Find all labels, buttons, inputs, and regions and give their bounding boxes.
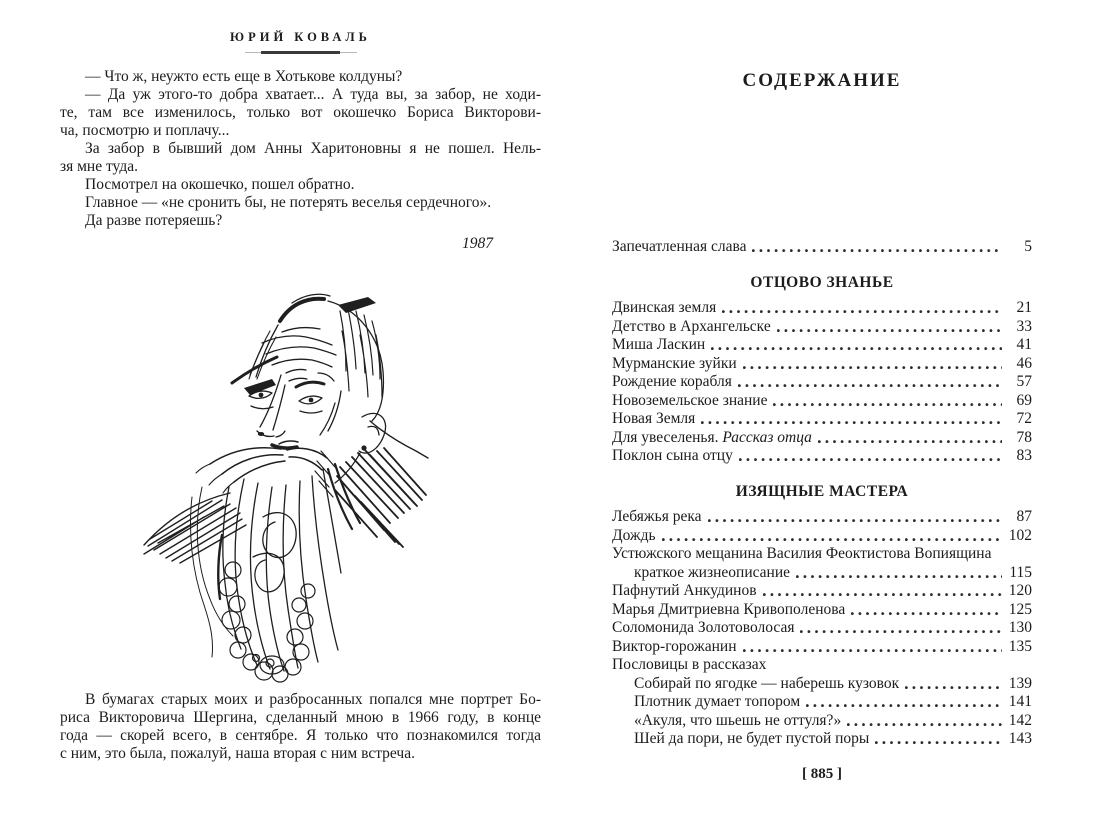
toc-section-heading: ОТЦОВО ЗНАНЬЕ bbox=[750, 273, 894, 291]
toc-page-number: 125 bbox=[1008, 600, 1032, 618]
toc-entry-label: Рождение корабля bbox=[612, 373, 732, 390]
toc-entry bbox=[612, 730, 1032, 749]
dot-leader bbox=[847, 723, 1002, 727]
toc-entry-label: краткое жизнеописание bbox=[634, 563, 791, 581]
left-page-bottom-text bbox=[60, 691, 541, 763]
toc-entry bbox=[612, 564, 1032, 583]
toc-entry-label: Двинская земля bbox=[612, 299, 717, 316]
toc-page-number: 69 bbox=[1016, 391, 1032, 409]
toc-plain-row bbox=[612, 545, 1032, 564]
text-line: с ним, это была, пожалуй, наша вторая с ним встреча. bbox=[60, 745, 415, 762]
toc-entry-label: Детство в Архангельске bbox=[612, 317, 771, 335]
toc-entry-label: Дождь bbox=[612, 526, 656, 544]
toc-entry-label: Марья Дмитриевна Кривополенова bbox=[612, 600, 846, 618]
dot-leader bbox=[739, 458, 1002, 462]
toc-entry bbox=[612, 527, 1032, 546]
folio-page-number: [ 885 ] bbox=[802, 766, 842, 782]
right-shoulder-hatching bbox=[315, 421, 428, 547]
toc-page-number: 72 bbox=[1016, 410, 1032, 427]
text-line: те, там все изменилось, только вот окошечко Бориса Викторови- bbox=[60, 104, 541, 121]
ear bbox=[335, 413, 386, 483]
toc-entry bbox=[612, 675, 1032, 694]
left-shoulder-hatching bbox=[144, 493, 246, 563]
dot-leader bbox=[875, 741, 1002, 745]
toc-page-number: 46 bbox=[1016, 354, 1032, 372]
left-page-text bbox=[60, 68, 541, 230]
text-line: За забор в бывший дом Анны Харитоновны я не пошел. Нель- bbox=[85, 140, 541, 157]
toc-section-heading: ИЗЯЩНЫЕ МАСТЕРА bbox=[735, 482, 909, 500]
toc-page-number: 21 bbox=[1016, 299, 1032, 316]
text-line: В бумагах старых моих и разбросанных попался мне портрет Бо- bbox=[85, 691, 541, 708]
text-line: Главное — «не сронить бы, не потерять веселья сердечного». bbox=[85, 194, 492, 211]
dot-leader bbox=[763, 593, 1002, 597]
toc-page-number: 102 bbox=[1008, 526, 1032, 544]
dot-leader bbox=[752, 249, 1002, 253]
date-line: 1987 bbox=[462, 235, 493, 252]
dot-leader bbox=[796, 575, 1002, 579]
text-line: — Да уж этого-то добра хватает... А туда вы, за забор, не ходи- bbox=[85, 86, 541, 103]
toc-page-number: 139 bbox=[1008, 674, 1032, 692]
forehead-wrinkles bbox=[262, 328, 341, 435]
dot-leader bbox=[851, 612, 1002, 616]
toc-page-number: 142 bbox=[1008, 711, 1032, 729]
toc-entry bbox=[612, 429, 1032, 448]
toc-page-number: 143 bbox=[1008, 730, 1032, 747]
toc-entry-label: Виктор-горожанин bbox=[612, 637, 737, 655]
dot-leader bbox=[743, 366, 1002, 370]
toc-entry-label: Собирай по ягодке — наберешь кузовок bbox=[634, 674, 900, 692]
toc-entry-label: Устюжского мещанина Василия Феоктистова Вопиящина bbox=[612, 545, 992, 562]
toc-entry bbox=[612, 693, 1032, 712]
dot-leader bbox=[722, 310, 1002, 314]
toc-entry-label: Новая Земля bbox=[612, 410, 696, 427]
toc-entry bbox=[612, 355, 1032, 374]
toc-page-number: 120 bbox=[1008, 582, 1032, 599]
dot-leader bbox=[708, 519, 1002, 523]
dot-leader bbox=[806, 704, 1002, 708]
toc-entry-label: Пословицы в рассказах bbox=[612, 656, 767, 673]
text-line: Да разве потеряешь? bbox=[85, 212, 223, 229]
text-line: зя мне туда. bbox=[60, 158, 138, 175]
toc-entry-label: Для увеселенья. Рассказ отца bbox=[612, 428, 812, 446]
toc-entry bbox=[612, 508, 1032, 527]
left-page bbox=[60, 30, 541, 763]
toc-entry bbox=[612, 318, 1032, 337]
toc-entry-label: Мурманские зуйки bbox=[612, 354, 737, 372]
toc-entry-label: Плотник думает топором bbox=[634, 693, 801, 710]
dot-leader bbox=[773, 403, 1002, 407]
toc-page-number: 87 bbox=[1016, 508, 1032, 525]
toc-page-number: 115 bbox=[1009, 563, 1032, 581]
text-line: года — скорей всего, в сентябре. Я только что познакомился тогда bbox=[60, 727, 541, 744]
toc-entry-label: Лебяжья река bbox=[612, 508, 702, 525]
dot-leader bbox=[800, 630, 1002, 634]
dot-leader bbox=[738, 384, 1002, 388]
toc-entry bbox=[612, 336, 1032, 355]
text-line: ча, посмотрю и поплачу... bbox=[60, 122, 230, 139]
dot-leader bbox=[905, 686, 1002, 690]
toc-entry-label: Шей да пори, не будет пустой поры bbox=[634, 730, 870, 747]
toc-entry bbox=[612, 410, 1032, 429]
toc-page-number: 41 bbox=[1016, 336, 1032, 353]
header-rule-ornament bbox=[245, 50, 357, 55]
toc-page-number: 135 bbox=[1008, 637, 1032, 655]
right-page bbox=[612, 30, 1032, 749]
toc-entry-label: Новоземельское знание bbox=[612, 391, 768, 409]
toc-entry bbox=[612, 447, 1032, 466]
dot-leader bbox=[743, 649, 1003, 653]
toc-plain-row bbox=[612, 656, 1032, 675]
toc-entry bbox=[612, 601, 1032, 620]
toc-page-number: 57 bbox=[1016, 373, 1032, 390]
mustache bbox=[196, 441, 327, 493]
toc-entry-label: Запечатленная слава bbox=[612, 238, 747, 255]
toc-entry-label: Поклон сына отцу bbox=[612, 447, 733, 464]
toc-entry-label: Миша Ласкин bbox=[612, 336, 706, 353]
text-line: риса Викторовича Шергина, сделанный мною в 1966 году, в конце bbox=[60, 709, 541, 726]
toc-entry-label: «Акуля, что шьешь не оттуля?» bbox=[634, 711, 842, 729]
beard-strokes bbox=[191, 469, 342, 671]
toc-list bbox=[612, 238, 1032, 749]
toc-entry bbox=[612, 238, 1032, 257]
toc-entry bbox=[612, 582, 1032, 601]
toc-entry-label: Пафнутий Анкудинов bbox=[612, 582, 757, 599]
dot-leader bbox=[701, 421, 1002, 425]
toc-page-number: 83 bbox=[1016, 447, 1032, 464]
toc-title: СОДЕРЖАНИЕ bbox=[742, 70, 902, 91]
toc-entry-label: Соломонида Золотоволосая bbox=[612, 619, 795, 636]
portrait-sketch bbox=[132, 255, 552, 683]
left-page-header bbox=[60, 30, 541, 55]
dot-leader bbox=[662, 538, 1002, 542]
toc-page-number: 130 bbox=[1008, 619, 1032, 636]
text-line: Посмотрел на окошечко, пошел обратно. bbox=[85, 176, 355, 193]
toc-page-number: 141 bbox=[1008, 693, 1032, 710]
running-head: ЮРИЙ КОВАЛЬ bbox=[230, 30, 371, 44]
toc-entry bbox=[612, 712, 1032, 731]
toc-entry bbox=[612, 299, 1032, 318]
toc-page-number: 33 bbox=[1016, 317, 1032, 335]
toc-page-number: 78 bbox=[1016, 428, 1032, 446]
dot-leader bbox=[777, 329, 1002, 333]
toc-entry bbox=[612, 373, 1032, 392]
dot-leader bbox=[818, 440, 1002, 444]
toc-entry bbox=[612, 619, 1032, 638]
toc-entry bbox=[612, 638, 1032, 657]
toc-entry bbox=[612, 392, 1032, 411]
toc-page-number: 5 bbox=[1024, 238, 1032, 255]
text-line: — Что ж, неужто есть еще в Хотькове колдуны? bbox=[85, 68, 403, 85]
dot-leader bbox=[711, 347, 1002, 351]
